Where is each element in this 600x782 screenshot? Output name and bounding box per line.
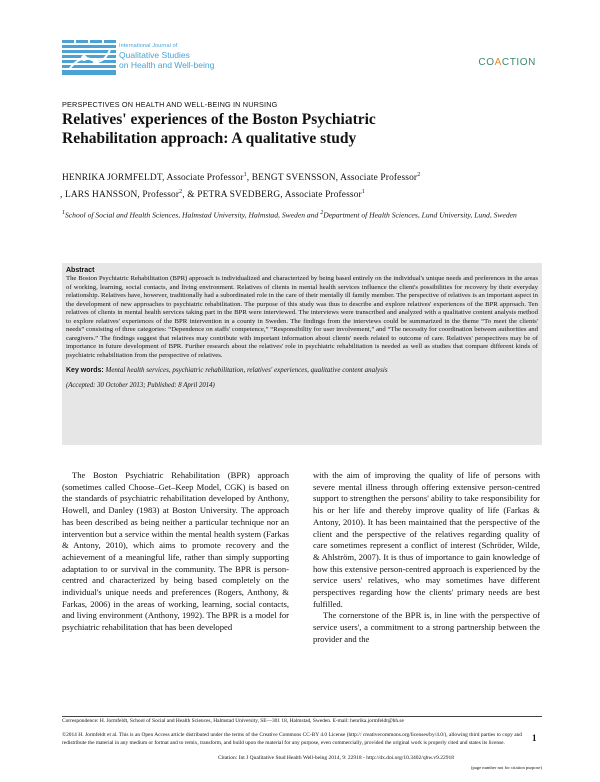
journal-line-2: Qualitative Studies <box>119 50 190 60</box>
accepted-dates: (Accepted: 30 October 2013; Published: 8 April 2014) <box>66 382 215 390</box>
author-list <box>62 168 542 202</box>
affil-1: School of Social and Health Sciences, Halmstad University, Halmstad, Sweden and <box>65 210 321 220</box>
author-1: HENRIKA JORMFELDT, Associate Professor <box>62 173 244 184</box>
body-column-left <box>62 470 289 634</box>
footer-divider <box>62 716 542 717</box>
body-paragraph: The cornerstone of the BPR is, in line with the perspective of service users', a commitment to a strong partnership between the provider and the <box>313 610 540 644</box>
title-line-2: Rehabilitation approach: A qualitative study <box>62 130 357 147</box>
page-note: (page number not for citation purpose) <box>470 765 542 770</box>
license-note: ©2014 H. Jormfeldt et al. This is an Open Access article distributed under the terms of the Creative Commons CC-BY 4.0 License (http:// creativecommons.org/licenses/by/4.0/), allowing third parties to copy and redistribute the material in any medium or format and to remix, transform, and build upon the material for any purpose, even commercially, provided the original work is properly cited and states its license. <box>62 732 522 746</box>
abstract-box <box>62 263 542 445</box>
correspondence-note: Correspondence: H. Jormfeldt, School of Social and Health Sciences, Halmstad University, SE—301 18, Halmstad, Sweden. E-mail: henrika.jormfeldt@hh.se <box>62 718 404 724</box>
keywords-label: Key words: <box>66 367 104 375</box>
journal-line-3: on Health and Well-being <box>119 60 215 70</box>
author-1-affil: 1 <box>243 172 247 178</box>
author-3: , LARS HANSSON, Professor <box>60 190 180 201</box>
affiliations <box>62 208 542 221</box>
journal-logo-icon <box>62 40 117 76</box>
section-label: PERSPECTIVES ON HEALTH AND WELL-BEING IN NURSING <box>62 100 278 109</box>
author-2: , BENGT SVENSSON, Associate Professor <box>246 173 418 184</box>
publisher-logo <box>478 57 536 68</box>
citation-line: Citation: Int J Qualitative Stud Health Well-being 2014, 9: 22918 - http://dx.doi.org/10.3402/qhw.v9.22918 <box>218 755 454 761</box>
keywords-text: Mental health services, psychiatric rehabilitation, relatives' experiences, qualitative content analysis <box>105 366 388 375</box>
abstract-text: The Boston Psychiatric Rehabilitation (BPR) approach is individualized and characterized by being based entirely on the individual's unique needs and preferences in the areas of working, learning, social contacts, and living environment. Relatives of clients in mental health services influence the client's possibilities for recovery by their everyday relationship. Relatives have, however, traditionally had a subordinated role in the care of their mentally ill family member. The perspective of relatives is an important aspect in the development of new approaches to psychiatric rehabilitation. The purpose of this study was thus to describe and explore relatives' experiences of the BPR approach. Ten relatives of clients in mental health services taking part in the BPR were interviewed. The interviews were transcribed and analyzed with a qualitative content analysis method to explore relatives' experiences of the BPR intervention in a county in Sweden. The findings from the interviews could be summarized in the theme “To meet the clients' needs” consisting of three categories: “Dependence on staffs' competence,” “Responsibility for user involvement,” and “The necessity for coordination between authorities and caregivers.” The findings suggest that relatives may contribute with important information about clients' needs related to outcome of care. Relatives' perspectives may be of importance in future development of BPR. Further research about the relatives' role in psychiatric rehabilitation is needed as well as studies that compare different kinds of psychiatric rehabilitation from the perspective of relatives. <box>66 275 538 359</box>
publisher-logo-accent: A <box>494 57 502 68</box>
affil-1-sup: 1 <box>62 210 65 216</box>
publisher-logo-pre: CO <box>478 57 495 68</box>
article-title <box>62 110 532 148</box>
affil-2: Department of Health Sciences, Lund University, Lund, Sweden <box>323 210 517 220</box>
title-line-1: Relatives' experiences of the Boston Psychiatric <box>62 111 376 128</box>
body-paragraph: The Boston Psychiatric Rehabilitation (BPR) approach (sometimes called Choose–Get–Keep Model, CGK) is based on the standards of psychiatric rehabilitation developed by Anthony, Howell, and Danley (1983) at Boston University. The approach has been described as being neither a particular technique nor an intervention but a service within the mental health system (Farkas & Antony, 2010), which aims to promote recovery and the achievement of a meaningful life, rather than simply supporting adaptation to or survival in the community. The BPR is person-centred and characterized by being based completely on the individual's unique needs and preferences (Rogers, Anthony, & Farkas, 2006) in the areas of working, learning, social contacts, and living environment (Anthony, 1992). The BPR is a model for psychiatric rehabilitation that has been developed <box>62 470 289 633</box>
body-paragraph: with the aim of improving the quality of life of persons with severe mental illness through offering extensive person-centred support to strengthen the persons' ability to take responsibility for his or her life and thereby improve quality of life (Farkas & Antony, 2010). It has been maintained that the perspective of the client and the perspective of the relatives regarding quality of care sometimes represent a conflict of interest (Schröder, Wilde, & Ahlström, 2007). It is thus of importance to gain knowledge of how this extensive person-centred approach is experienced by the service users' relatives, who may sometimes have different perspectives regarding how the clients' primary needs are best fulfilled. <box>313 470 540 609</box>
keywords <box>66 365 538 376</box>
affil-2-sup: 2 <box>320 210 324 216</box>
author-4: , & PETRA SVEDBERG, Associate Professor <box>182 190 362 201</box>
body-column-right <box>313 470 540 646</box>
author-3-affil: 2 <box>179 189 183 196</box>
page-number: 1 <box>532 733 537 743</box>
abstract-heading: Abstract <box>66 267 95 274</box>
journal-title <box>119 43 214 70</box>
journal-line-1: International Journal of <box>119 43 178 49</box>
publisher-logo-post: CTION <box>501 57 536 68</box>
author-2-affil: 2 <box>417 172 421 178</box>
author-4-affil: 1 <box>361 189 365 196</box>
